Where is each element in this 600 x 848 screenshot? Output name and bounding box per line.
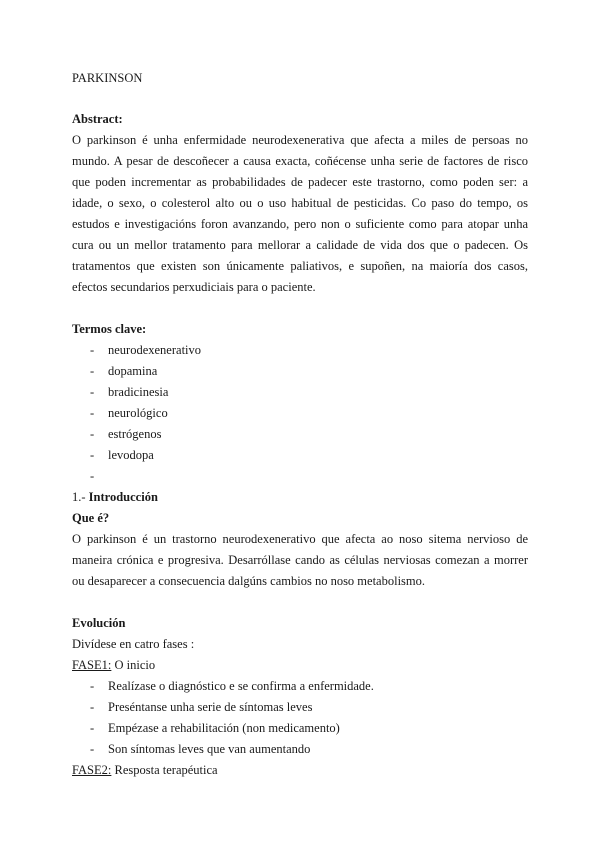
phase-1-heading: FASE1: O inicio bbox=[72, 658, 156, 672]
list-item: - Realízase o diagnóstico e se confirma a enfermidade. bbox=[72, 676, 528, 697]
dash-bullet: - bbox=[90, 700, 95, 714]
section-1-subheading: Que é? bbox=[72, 511, 110, 525]
keywords-list bbox=[72, 340, 528, 487]
dash-bullet: - bbox=[90, 742, 95, 756]
list-item: - Son síntomas leves que van aumentando bbox=[72, 739, 528, 760]
keyword-item: - estrógenos bbox=[72, 424, 528, 445]
phase-1-list bbox=[72, 676, 528, 760]
keyword-item: - dopamina bbox=[72, 361, 528, 382]
section-1-text: O parkinson é un trastorno neurodexenerativo que afecta ao noso sitema nervioso de maneira crónica e progresiva. Desarróllase cando as células nerviosas comezan a morrer ou desaparecer a consecuencia dalgúns cambios no noso metabolismo. bbox=[72, 532, 528, 588]
evolution-intro: Divídese en catro fases : bbox=[72, 637, 195, 651]
list-item: - Preséntanse unha serie de síntomas leves bbox=[72, 697, 528, 718]
dash-bullet: - bbox=[90, 679, 95, 693]
keyword-item: - bradicinesia bbox=[72, 382, 528, 403]
abstract-text: O parkinson é unha enfermidade neurodexenerativa que afecta a miles de persoas no mundo. A pesar de descoñecer a causa exacta, coñécense unha serie de factores de risco que poden incrementar as probabilidades de padecer este trastorno, como poden ser: a idade, o sexo, o colesterol alto ou o uso habitual de pesticidas. Co paso do tempo, os estudos e investigacións foron avanzando, pero non o suficiente como para atopar unha cura ou un mellor tratamento para mellorar a calidade de vida dos que o padecen. Os tratamentos que existen son únicamente paliativos, e supoñen, na maioría dos casos, efectos secundarios perxudiciais para o paciente. bbox=[72, 133, 528, 294]
keyword-item: - levodopa bbox=[72, 445, 528, 466]
phase-2-heading: FASE2: Resposta terapéutica bbox=[72, 763, 218, 777]
abstract-heading: Abstract: bbox=[72, 112, 123, 126]
dash-bullet: - bbox=[90, 343, 95, 357]
keywords-heading: Termos clave: bbox=[72, 322, 147, 336]
keyword-item-empty bbox=[72, 466, 528, 487]
dash-bullet: - bbox=[90, 385, 95, 399]
dash-bullet: - bbox=[90, 721, 95, 735]
list-item: - Empézase a rehabilitación (non medicamento) bbox=[72, 718, 528, 739]
keyword-item: - neurológico bbox=[72, 403, 528, 424]
dash-bullet: - bbox=[90, 364, 95, 378]
dash-bullet: - bbox=[90, 469, 95, 483]
section-1-heading: 1.- Introducción bbox=[72, 490, 158, 504]
document-title: PARKINSON bbox=[72, 71, 143, 85]
keyword-item: - neurodexenerativo bbox=[72, 340, 528, 361]
dash-bullet: - bbox=[90, 406, 95, 420]
evolution-heading: Evolución bbox=[72, 616, 126, 630]
dash-bullet: - bbox=[90, 448, 95, 462]
dash-bullet: - bbox=[90, 427, 95, 441]
